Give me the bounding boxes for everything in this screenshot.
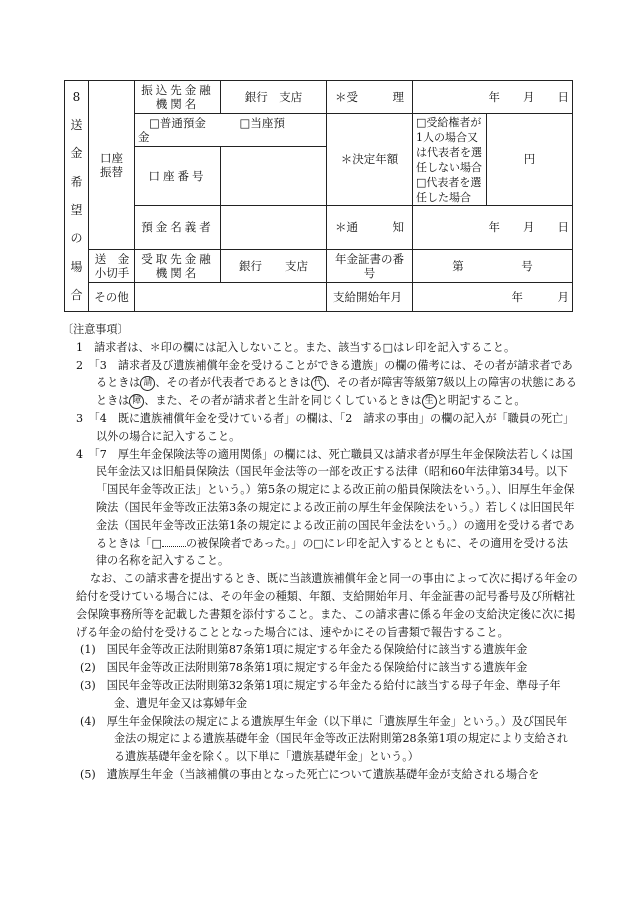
note-4-supplement: なお、この請求書を提出するとき、既に当該遺族補償年金と同一の事由によって次に掲げる年金の給付を受けている場合には、その年金の種類、年額、支給開始年月、年金証書の記号番号及び所轄社会保険事務所等を記載した書類を添付すること。また、この請求書に係る年金の支給決定後に次に掲げる年金の給付を受けることとなった場合には、速やかにその旨書類で報告すること。 xyxy=(76,572,578,639)
shosho-label: 年金証書の番 号 xyxy=(327,250,413,283)
option-single-checkbox[interactable]: □受給権者が1人の場合又は代表者を選任しない場合 xyxy=(416,116,482,174)
kettei-options xyxy=(413,114,487,206)
mark-sho-icon: 障 xyxy=(129,394,144,409)
kaishi-field: 年 月 xyxy=(413,283,573,312)
furikomi-bank-label: 振込先金融機関名 xyxy=(135,81,221,114)
kettei-amount-field: 円 xyxy=(487,114,573,206)
account-type-row xyxy=(135,114,327,147)
mark-sei2-icon: 生 xyxy=(422,394,437,409)
juri-date-field: 年 月 日 xyxy=(413,81,573,114)
uketori-bank-label: 受取先金融機関名 xyxy=(135,250,221,283)
koza-bango-label: 口座番号 xyxy=(135,147,221,206)
kaishi-label: 支給開始年月 xyxy=(327,283,413,312)
meigi-field[interactable] xyxy=(221,206,327,250)
note-item-2: (2) 国民年金等改正法附則第78条第1項に規定する年金たる保険給付に該当する遺族年金 xyxy=(80,661,528,675)
note-item-5: (5) 遺族厚生年金（当該補償の事由となった死亡について遺族基礎年金が支給される場合を xyxy=(80,767,540,781)
koza-furikae-label: 口座振替 xyxy=(89,81,135,250)
uketori-bank-field[interactable]: 銀行 支店 xyxy=(221,250,327,283)
blank-line xyxy=(162,546,186,547)
mark-dai-icon: 代 xyxy=(311,376,326,391)
sonota-label: その他 xyxy=(89,283,135,312)
section-8-label: 8 送 金 希 望 の 場 合 xyxy=(65,81,89,312)
tsuchi-date-field: 年 月 日 xyxy=(413,206,573,250)
notes-section xyxy=(62,321,578,784)
notes-header: 〔注意事項〕 xyxy=(62,323,129,336)
juri-label: ＊受 理 xyxy=(327,81,413,114)
shosho-field: 第 号 xyxy=(413,250,573,283)
note-item-3: (3) 国民年金等改正法附則第32条第1項に規定する年金たる給付に該当する母子年金、準母子年金、遺児年金又は寡婦年金 xyxy=(80,678,561,710)
note-item-4: (4) 厚生年金保険法の規定による遺族厚生年金（以下単に「遺族厚生年金」という。）及び国民年金法の規定による遺族基礎年金（国民年金等改正法附則第28条第1項の規定により支給される遺族基礎年金を除く。以下単に「遺族基礎年金」という。） xyxy=(80,714,568,764)
remittance-form-table xyxy=(64,80,573,312)
sonota-field[interactable] xyxy=(135,283,327,312)
koza-bango-field[interactable] xyxy=(221,147,327,206)
note-2: 2 「3 請求者及び遺族補償年金を受けることができる遺族」の欄の備考には、その者が請求者であるときは 請 、その者が代表者であるときは 代 、その者が障害等級第7級以上の障害の状態にあるときは 障 、また、その者が請求者と生計を同じくしているときは 生 と明記すること。 xyxy=(76,358,577,408)
furikomi-bank-field[interactable]: 銀行 支店 xyxy=(221,81,327,114)
note-item-1: (1) 国民年金等改正法附則第87条第1項に規定する年金たる保険給付に該当する遺族年金 xyxy=(80,643,528,657)
note-4: 4 「7 厚生年金保険法等の適用関係」の欄には、死亡職員又は請求者が厚生年金保険法若しくは国民年金法又は旧船員保険法（国民年金法等の一部を改正する法律（昭和60年法律第34号。以下「国民年金等改正法」という。）第5条の規定による改正前の船員保険法をいう。）、旧厚生年金保険法（国民年金等改正法第3条の規定による改正前の厚生年金保険法をいう。）若しくは旧国民年金法（国民年金等改正法第1条の規定による改正前の国民年金法をいう。）の適用を受ける者であるときは「□ の被保険者であった。」の□にレ印を記入するとともに、その適用を受ける法律の名称を記入すること。 xyxy=(76,447,575,568)
note-1: 1 請求者は、＊印の欄には記入しないこと。また、該当する□はレ印を記入すること。 xyxy=(76,340,516,354)
toza-checkbox[interactable]: □当座預金 xyxy=(138,115,285,145)
futsu-checkbox[interactable]: □普通預金 xyxy=(148,115,206,130)
tsuchi-label: ＊通 知 xyxy=(327,206,413,250)
sokin-kogitte-label: 送 金小切手 xyxy=(89,250,135,283)
kettei-label: ＊決定年額 xyxy=(327,114,413,206)
option-rep-checkbox[interactable]: □代表者を選任した場合 xyxy=(416,176,482,204)
meigi-label: 預金名義者 xyxy=(135,206,221,250)
mark-sei-icon: 請 xyxy=(140,376,155,391)
note-3: 3 「4 既に遺族補償年金を受けている者」の欄は、「2 請求の事由」の欄の記入が「職員の死亡」以外の場合に記入すること。 xyxy=(76,411,575,443)
